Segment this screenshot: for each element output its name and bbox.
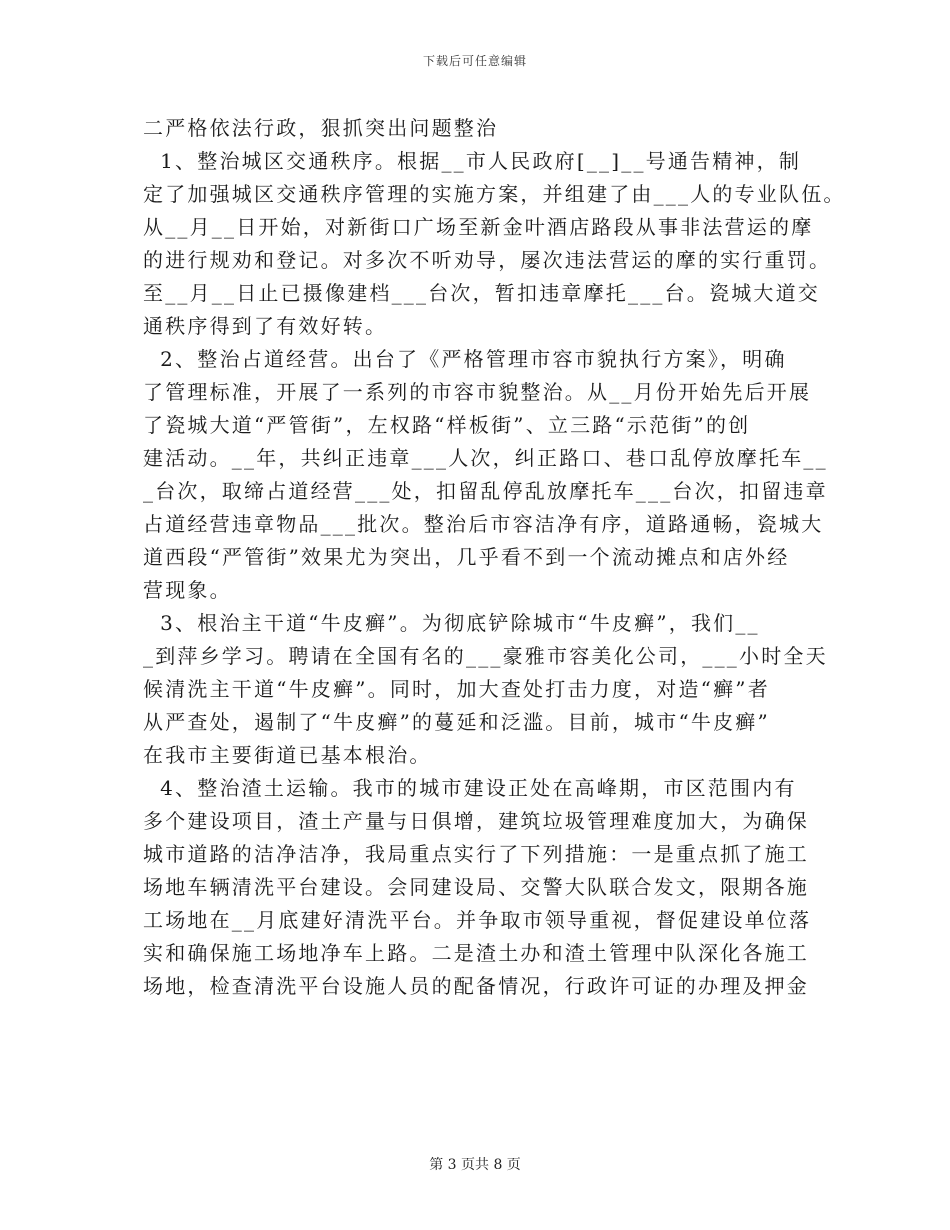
text-line: 4、整治渣土运输。我市的城市建设正处在高峰期，市区范围内有 — [143, 776, 797, 800]
text-line: 城市道路的洁净洁净，我局重点实行了下列措施：一是重点抓了施工 — [143, 842, 809, 866]
text-line: 3、根治主干道“牛皮癣”。为彻底铲除城市“牛皮癣”，我们__ — [143, 611, 760, 635]
text-line: 道西段“严管街”效果尤为突出，几乎看不到一个流动摊点和店外经 — [143, 545, 790, 569]
text-line: 建活动。__年，共纠正违章___人次，纠正路口、巷口乱停放摩托车__ — [143, 446, 828, 470]
page-header: 下载后可任意编辑 — [422, 54, 527, 68]
text-line: 从__月__日开始，对新街口广场至新金叶酒店路段从事非法营运的摩 — [143, 215, 814, 239]
text-line: 2、整治占道经营。出台了《严格管理市容市貌执行方案》，明确 — [143, 347, 787, 371]
text-line: 营现象。 — [143, 578, 232, 602]
text-line: 实和确保施工场地净车上路。二是渣土办和渣土管理中队深化各施工 — [143, 941, 809, 965]
document-body — [143, 112, 846, 1003]
text-line: 工场地在__月底建好清洗平台。并争取市领导重视，督促建设单位落 — [143, 908, 812, 932]
text-line: 了瓷城大道“严管街”，左权路“样板街”、立三路“示范街”的创 — [143, 413, 751, 437]
text-line: 的进行规劝和登记。对多次不听劝导，屡次违法营运的摩的实行重罚。 — [143, 248, 832, 272]
text-line: ⼆严格依法行政，狠抓突出问题整治 — [143, 116, 499, 140]
text-line: _到萍乡学习。聘请在全国有名的___豪雅市容美化公司，___小时全天 — [143, 644, 828, 668]
text-line: 在我市主要街道已基本根治。 — [143, 743, 432, 767]
text-line: 场地，检查清洗平台设施人员的配备情况，行政许可证的办理及押金 — [143, 974, 809, 998]
text-line: _台次，取缔占道经营___处，扣留乱停乱放摩托车___台次，扣留违章 — [143, 479, 828, 503]
text-line: 从严查处，遏制了“牛皮癣”的蔓延和泛滥。目前，城市“牛皮癣” — [143, 710, 770, 734]
text-line: 候清洗主干道“牛皮癣”。同时，加大查处打击力度，对造“癣”者 — [143, 677, 770, 701]
text-line: 场地车辆清洗平台建设。会同建设局、交警大队联合发文，限期各施 — [143, 875, 809, 899]
text-line: 1、整治城区交通秩序。根据__市人民政府[__]__号通告精神，制 — [143, 149, 802, 173]
text-line: 多个建设项目，渣土产量与日俱增，建筑垃圾管理难度加大，为确保 — [143, 809, 809, 833]
text-line: 了管理标准，开展了一系列的市容市貌整治。从__月份开始先后开展 — [143, 380, 812, 404]
page-footer: 第 3 页共 8 页 — [429, 1157, 521, 1173]
text-line: 至__月__日止已摄像建档___台次，暂扣违章摩托___台。瓷城大道交 — [143, 281, 820, 305]
text-line: 占道经营违章物品___批次。整治后市容洁净有序，道路通畅，瓷城大 — [143, 512, 824, 536]
text-line: 通秩序得到了有效好转。 — [143, 314, 388, 338]
text-line: 定了加强城区交通秩序管理的实施方案，并组建了由___人的专业队伍。 — [143, 182, 846, 206]
